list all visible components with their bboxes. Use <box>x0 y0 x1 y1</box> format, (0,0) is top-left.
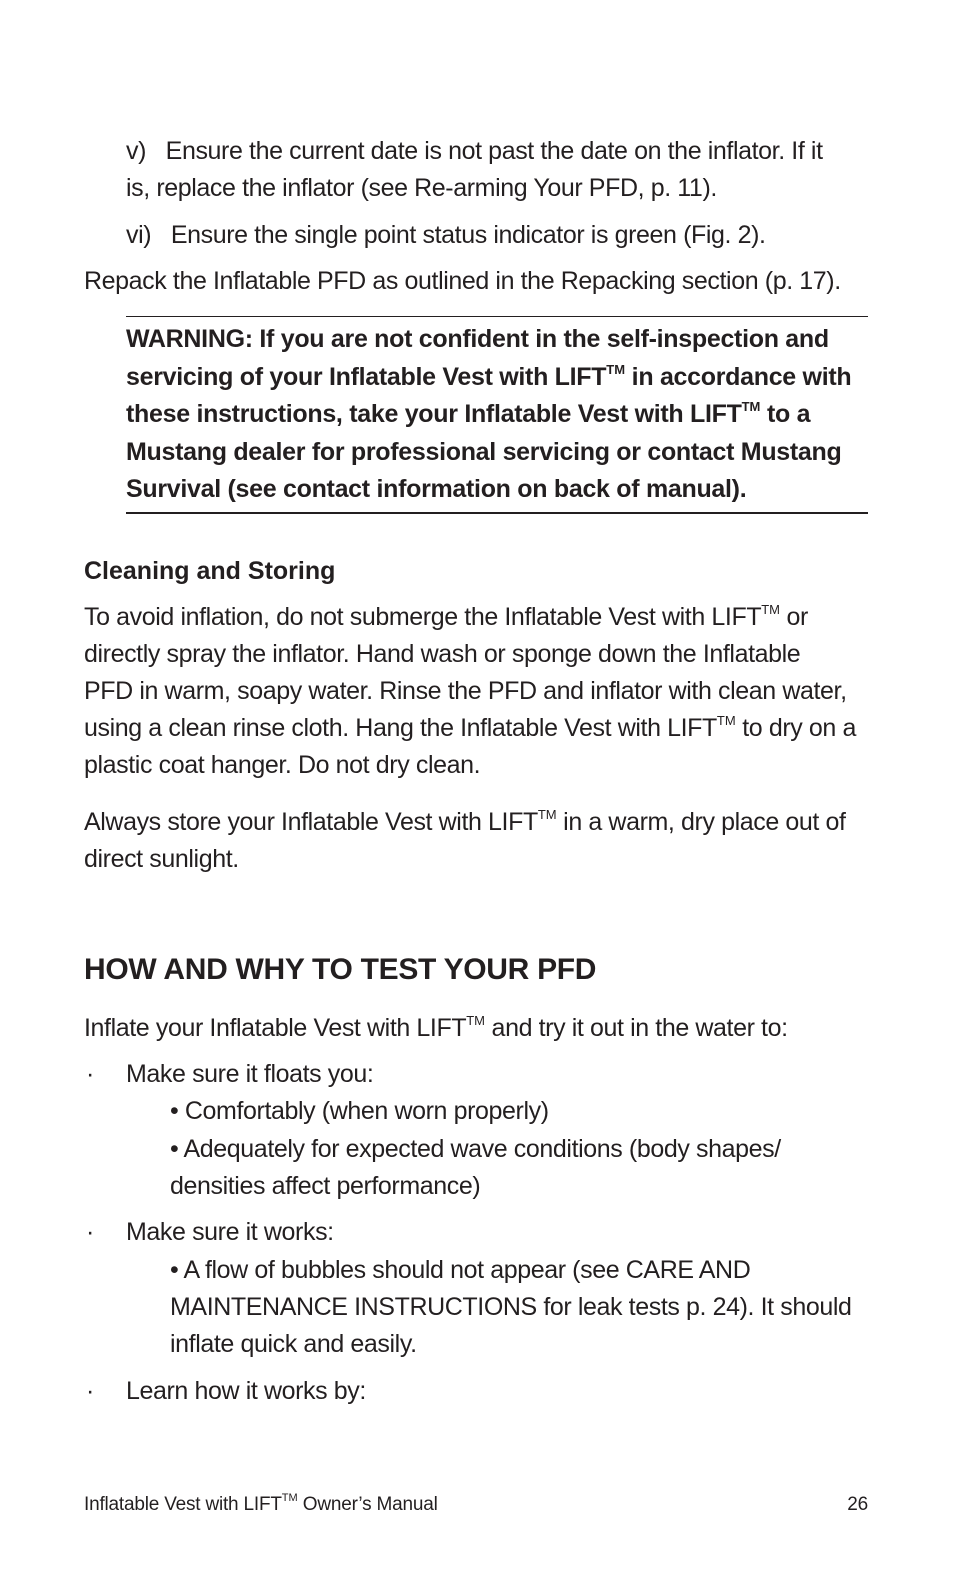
warning-line: WARNING: If you are not confident in the self-inspection and <box>126 325 829 353</box>
list-item: Make sure it works: <box>126 1218 334 1246</box>
repack-paragraph: Repack the Inflatable PFD as outlined in the Repacking section (p. 17). <box>84 267 841 295</box>
list-item: Learn how it works by: <box>126 1377 366 1405</box>
page-number: 26 <box>847 1494 868 1515</box>
trademark: TM <box>741 399 761 414</box>
trademark: TM <box>281 1492 298 1504</box>
sub-list-item: • Adequately for expected wave conditions (body shapes/ densities affect performance) <box>170 1135 781 1200</box>
step-marker: v) <box>126 137 147 165</box>
step-v <box>126 133 823 170</box>
storage-paragraph: Always store your Inflatable Vest with LIFT™ in a warm, dry place out of direct sunlight. <box>84 807 846 873</box>
test-intro: Inflate your Inflatable Vest with LIFT™ and try it out in the water to: <box>84 1013 788 1042</box>
section-heading-testing: HOW AND WHY TO TEST YOUR PFD <box>84 953 597 986</box>
sub-list-item: • A flow of bubbles should not appear (see CARE AND MAINTENANCE INSTRUCTIONS for leak tests p. 24). It should inflate quick and easily. <box>170 1256 852 1358</box>
trademark: TM <box>466 1013 486 1028</box>
footer-title: Inflatable Vest with LIFT™ Owner’s Manual <box>84 1492 438 1515</box>
trademark: TM <box>606 361 626 377</box>
bullet-dot: · <box>86 1218 95 1246</box>
warning-line: Mustang dealer for professional servicing or contact Mustang <box>126 437 842 466</box>
trademark: TM <box>537 807 557 822</box>
step-marker: vi) <box>126 221 152 249</box>
step-v-continued: is, replace the inflator (see Re-arming Your PFD, p. 11). <box>126 174 717 202</box>
step-text: Ensure the single point status indicator is green (Fig. 2). <box>170 221 766 249</box>
trademark: TM <box>761 602 780 617</box>
bullet-dot: · <box>86 1060 95 1088</box>
warning-line: these instructions, take your Inflatable Vest with LIFT™ to a <box>126 399 811 428</box>
step-vi <box>126 217 766 254</box>
sub-list-item: • Comfortably (when worn properly) <box>170 1097 549 1125</box>
warning-line: Survival (see contact information on back of manual). <box>126 475 747 503</box>
cleaning-paragraph: To avoid inflation, do not submerge the Inflatable Vest with LIFT™ or directly spray the inflator. Hand wash or sponge down the Inflatable PFD in warm, soapy water. Rinse the PFD and inflator with clean water, using a clean rinse cloth. Hang the Inflatable Vest with LIFT™ to dry on a plastic coat hanger. Do not dry clean. <box>84 602 856 779</box>
step-text: Ensure the current date is not past the date on the inflator. If it <box>165 137 823 165</box>
warning-line: servicing of your Inflatable Vest with LIFT™ in accordance with <box>126 361 852 391</box>
bullet-dot: · <box>86 1377 95 1405</box>
trademark: TM <box>716 713 736 728</box>
warning-box <box>126 316 868 514</box>
list-item: Make sure it floats you: <box>126 1060 374 1088</box>
section-heading-cleaning: Cleaning and Storing <box>84 557 336 585</box>
manual-page <box>84 0 868 1572</box>
